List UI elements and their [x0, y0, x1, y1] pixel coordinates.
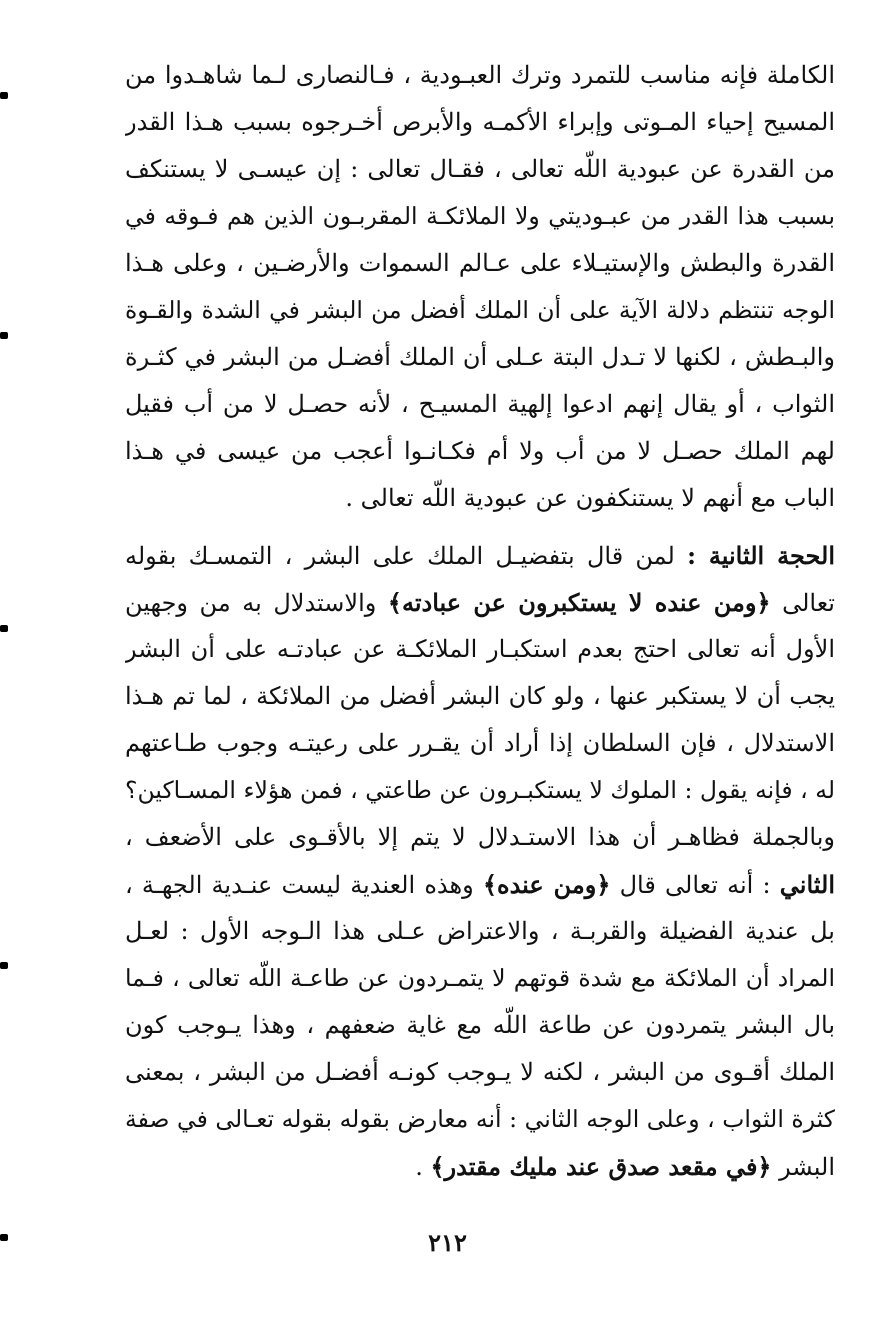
paragraph-first [125, 52, 835, 522]
text-line: بل عندية الفضيلة والقربـة ، والاعتراض عـلى هذا الـوجه الأول : لعـل [125, 917, 835, 945]
quran-quote: ﴿في مقعد صدق عند مليك مقتدر﴾ [430, 1152, 772, 1181]
text-line: الأول أنه تعالى احتج بعدم استكبـار الملائكـة عن عبادتـه على أن البشر [125, 635, 835, 663]
text-line: وبالجملة فظاهـر أن هذا الاستـدلال لا يتم إلا بالأقـوى على الأضعف ، [125, 823, 835, 851]
text-line: المراد أن الملائكة مع شدة قوتهم لا يتمـردون عن طاعـة اللّه تعالى ، فـما [125, 964, 835, 992]
text-line: الثواب ، أو يقال إنهم ادعوا إلهية المسيـح ، لأنه حصـل لا من أب فقيل [125, 390, 835, 418]
text-line: الكاملة فإنه مناسب للتمرد وترك العبـودية ، فـالنصارى لـما شاهـدوا من [125, 61, 835, 89]
line-text: تعالى [770, 589, 835, 617]
text-line: والبـطش ، لكنها لا تـدل البتة عـلى أن الملك أفضـل من البشر في كثـرة [125, 343, 835, 371]
paragraph-second [125, 532, 835, 1190]
binding-mark [0, 332, 8, 339]
quran-quote: ﴿ومن عنده﴾ [482, 870, 611, 899]
binding-mark [0, 92, 8, 99]
line-text: وهذه العندية ليست عنـدية الجهـة ، [125, 871, 483, 899]
line-text: والاستدلال به من وجهين [125, 589, 388, 617]
line-text: . [415, 1153, 431, 1181]
line-text: لمن قال بتفضيـل الملك على البشر ، التمسـك بقوله [125, 542, 688, 570]
text-line: الوجه تنتظم دلالة الآية على أن الملك أفضل من البشر في الشدة والقـوة [125, 296, 835, 324]
text-line: له ، فإنه يقول : الملوك لا يستكبـرون عن طاعتي ، فمن هؤلاء المسـاكين؟ [125, 776, 835, 804]
text-line: من القدرة عن عبودية اللّه تعالى ، فقـال تعالى : إن عيسـى لا يستنكف [125, 155, 835, 183]
binding-mark [0, 962, 8, 969]
text-line: لهم الملك حصـل لا من أب ولا أم فكـانـوا أعجب من عيسى في هـذا [125, 437, 835, 465]
text-line: المسيح إحياء المـوتى وإبراء الأكمـه والأبرص أخـرجوه بسبب هـذا القدر [125, 108, 835, 136]
text-line: الباب مع أنهم لا يستنكفون عن عبودية اللّه تعالى . [345, 484, 835, 512]
binding-mark [0, 625, 8, 632]
line-text: البشر [771, 1153, 835, 1181]
text-line [125, 532, 835, 579]
line-text: : أنه تعالى قال [610, 871, 780, 899]
text-line: بسبب هذا القدر من عبـوديتي ولا الملائكـة المقربـون الذين هم فـوقه في [125, 202, 835, 230]
text-line: القدرة والبطش والإستيـلاء على عـالم السموات والأرضـين ، وعلى هـذا [125, 249, 835, 277]
text-line: كثرة الثواب ، وعلى الوجه الثاني : أنه معارض بقوله بقوله تعـالى في صفة [125, 1105, 835, 1133]
text-line: الاستدلال ، فإن السلطان إذا أراد أن يقـرر على رعيتـه وجوب طـاعتهم [125, 729, 835, 757]
text-line [125, 1143, 835, 1190]
text-line: الملك أقـوى من البشر ، لكنه لا يـوجب كونـه أفضـل من البشر ، بمعنى [125, 1058, 835, 1086]
page-number: ٢١٢ [428, 1228, 467, 1257]
point-label: الثاني [779, 870, 835, 899]
text-line [125, 579, 835, 626]
text-line: بال البشر يتمردون عن طاعة اللّه مع غاية ضعفهم ، وهذا يـوجب كون [125, 1011, 835, 1039]
text-line [125, 861, 835, 908]
quran-quote: ﴿ومن عنده لا يستكبرون عن عبادته﴾ [387, 588, 771, 617]
section-heading: الحجة الثانية : [687, 541, 835, 570]
text-line: يجب أن لا يستكبر عنها ، ولو كان البشر أفضل من الملائكة ، لما تم هـذا [125, 682, 835, 710]
